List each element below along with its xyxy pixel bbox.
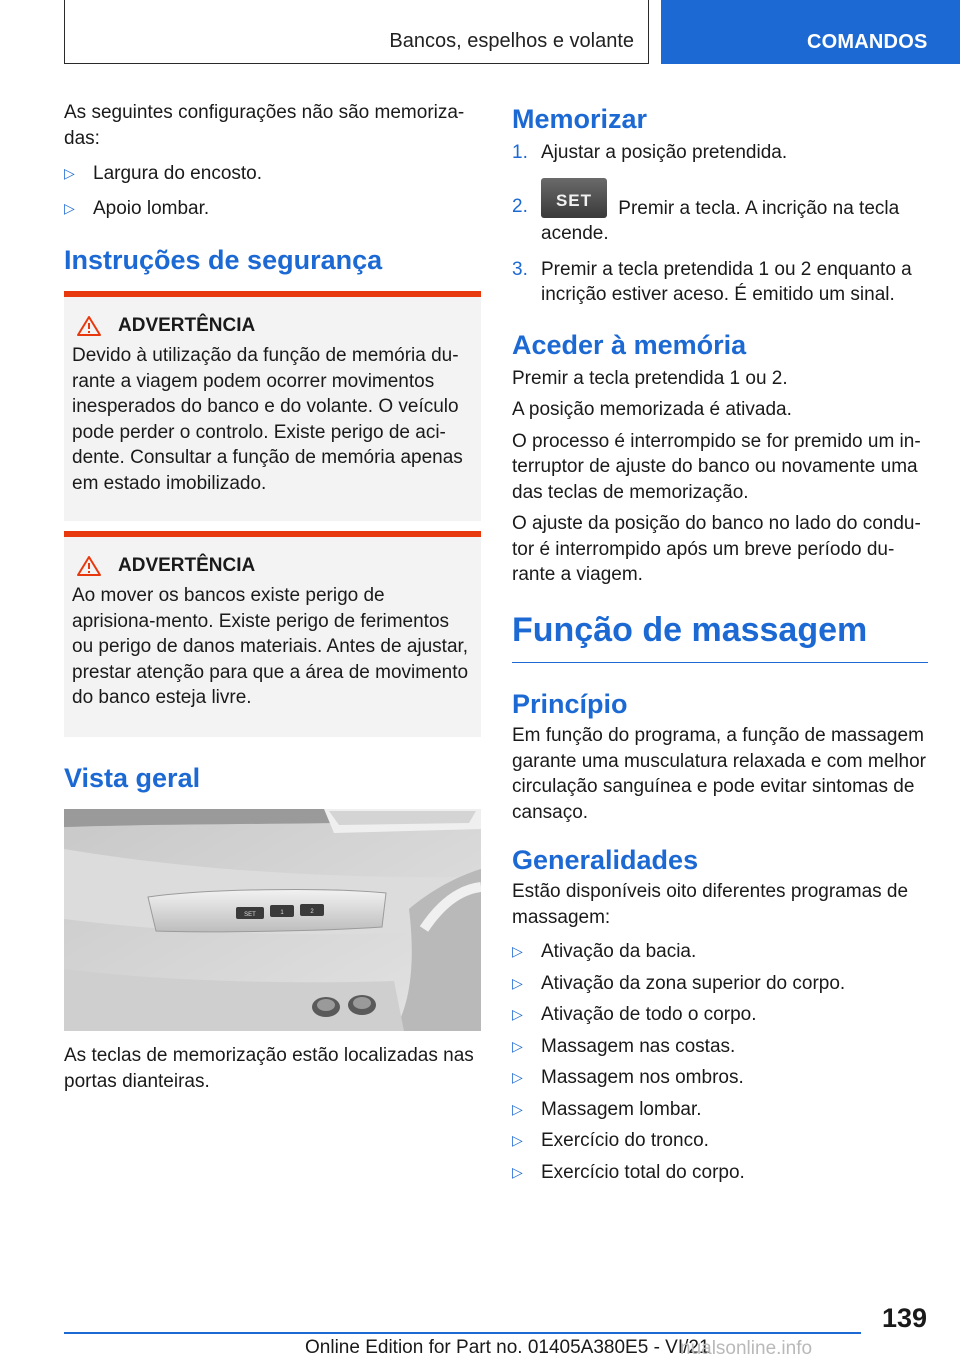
triangle-bullet-icon: ▷ — [512, 1069, 523, 1085]
intro-list-item: ▷ Largura do encosto. — [64, 161, 481, 187]
general-text: Estão disponíveis oito diferentes programas de massagem: — [512, 881, 909, 928]
triangle-bullet-icon: ▷ — [512, 974, 523, 991]
triangle-bullet-icon: ▷ — [64, 165, 75, 181]
warning-box — [64, 531, 481, 737]
triangle-bullet-icon: ▷ — [512, 943, 523, 959]
warning-label: ADVERTÊNCIA — [118, 315, 256, 336]
safety-heading: Instruções de segurança — [64, 245, 383, 275]
step-item: 3. Premir a tecla pretendida 1 ou 2 enquanto a incrição estiver aceso. É emitido um sinal. — [512, 258, 912, 305]
access-text: O processo é interrompido se for premido um in-terruptor de ajuste do banco ou novamente uma das teclas de memorização. — [512, 430, 921, 503]
right-column — [512, 100, 928, 1191]
warning-text: Devido à utilização da função de memória du-rante a viagem podem ocorrer movimentos inesperados do banco e do volante. O veículo pode perder o controlo. Existe perigo de aci-dente. Consultar a função de memória apenas em estado imobilizado. — [72, 345, 463, 494]
massage-heading: Função de massagem — [512, 610, 868, 649]
warning-triangle-icon — [76, 555, 102, 577]
overview-heading: Vista geral — [64, 763, 201, 793]
header-section-box — [64, 0, 649, 64]
photo-caption: As teclas de memorização estão localizadas nas portas dianteiras. — [64, 1045, 474, 1092]
access-text: Premir a tecla pretendida 1 ou 2. — [512, 367, 788, 389]
step-item: 2. SET Premir a tecla. A incrição na tecla acende. — [512, 178, 928, 247]
door-memory-buttons-photo — [64, 809, 481, 1031]
triangle-bullet-icon: ▷ — [512, 1132, 523, 1148]
photo-two-label: 2 — [310, 909, 314, 915]
page-number: 139 — [881, 1303, 927, 1333]
program-list-item: ▷ Massagem nos ombros. — [512, 1065, 928, 1091]
program-list-item: ▷ Ativação de todo o corpo. — [512, 1002, 928, 1028]
footer-edition: Online Edition for Part no. 01405A380E5 - VI/21 — [305, 1337, 710, 1358]
svg-text:nualsonline.info: nualsonline.info — [680, 1338, 813, 1359]
warning-text: Ao mover os bancos existe perigo de aprisiona-mento. Existe perigo de ferimentos ou perigo de danos materiais. Antes de ajustar, prestar atenção para que a área de movimento do banco esteja livre. — [72, 585, 469, 708]
warning-triangle-icon — [76, 315, 102, 337]
header-chapter-title: COMANDOS — [807, 31, 928, 53]
triangle-bullet-icon: ▷ — [512, 1100, 523, 1117]
photo-set-label: SET — [244, 912, 256, 918]
warning-box — [64, 291, 481, 521]
triangle-bullet-icon: ▷ — [512, 1037, 523, 1054]
general-heading: Generalidades — [512, 845, 699, 875]
memorize-heading: Memorizar — [512, 104, 648, 134]
program-list-item: ▷ Exercício total do corpo. — [512, 1160, 928, 1186]
triangle-bullet-icon: ▷ — [64, 199, 75, 216]
left-column — [64, 100, 481, 1100]
program-list-item: ▷ Ativação da bacia. — [512, 939, 928, 965]
heading-rule — [512, 662, 928, 664]
program-list-item: ▷ Ativação da zona superior do corpo. — [512, 971, 928, 997]
access-text: A posição memorizada é ativada. — [512, 399, 792, 420]
header-section-title: Bancos, espelhos e volante — [389, 30, 634, 52]
intro-list-item: ▷ Apoio lombar. — [64, 196, 481, 222]
access-memory-heading: Aceder à memória — [512, 329, 747, 360]
program-list-item: ▷ Massagem nas costas. — [512, 1034, 928, 1060]
triangle-bullet-icon: ▷ — [512, 1006, 523, 1022]
program-list-item: ▷ Exercício do tronco. — [512, 1128, 928, 1154]
principle-text: Em função do programa, a função de massagem garante uma musculatura relaxada e com melhor circulação sanguínea e pode evitar sintomas de cansaço. — [512, 725, 926, 823]
set-button-icon: SET — [541, 178, 607, 218]
principle-heading: Princípio — [512, 689, 628, 719]
footer-watermark — [680, 1337, 930, 1362]
footer-rule — [64, 1332, 861, 1334]
warning-label: ADVERTÊNCIA — [118, 555, 256, 576]
photo-one-label: 1 — [280, 910, 284, 916]
access-text: O ajuste da posição do banco no lado do condu-tor é interrompido após um breve período du-rante a viagem. — [512, 513, 921, 585]
step-item: 1. Ajustar a posição pretendida. — [512, 142, 788, 163]
triangle-bullet-icon: ▷ — [512, 1163, 523, 1180]
program-list-item: ▷ Massagem lombar. — [512, 1097, 928, 1123]
intro-text: As seguintes configurações não são memoriza-das: — [64, 102, 465, 149]
header-chapter-tab — [661, 0, 960, 64]
